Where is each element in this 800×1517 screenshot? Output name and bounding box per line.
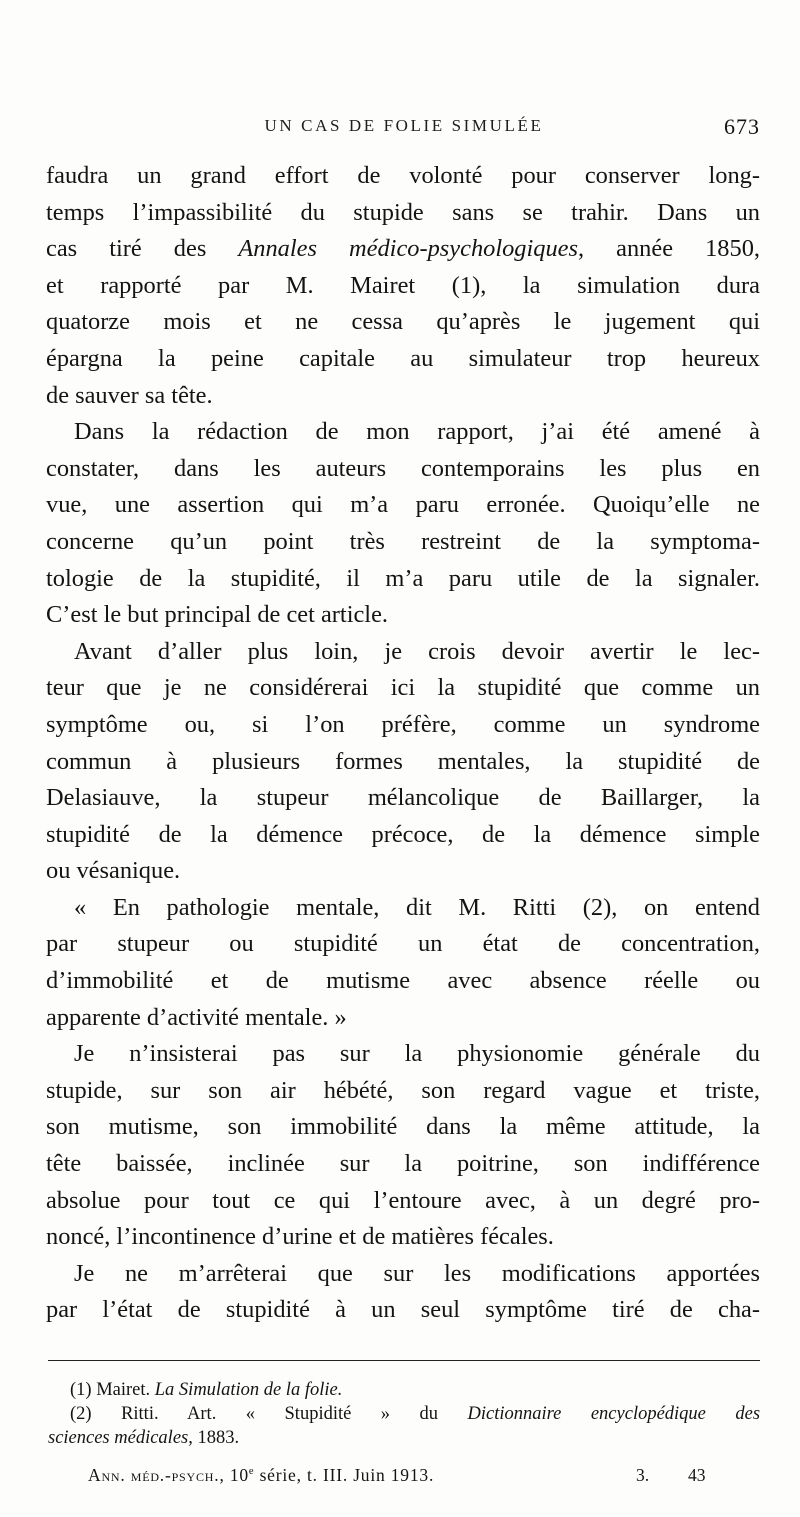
footnote-1: [48, 1378, 760, 1402]
footnote-1-marker: (1): [70, 1380, 92, 1400]
text-line: ou vésanique.: [46, 857, 181, 885]
running-head: [48, 116, 760, 146]
signature-line: Ann. méd.-psych., 10e série, t. III. Juin 1913.: [88, 1465, 435, 1485]
footnote-1-author: Mairet.: [96, 1380, 151, 1400]
text-line: symptôme ou, si l’on préfère, comme un syndrome: [46, 710, 760, 738]
text-line: tête baissée, inclinée sur la poitrine, son indifférence: [46, 1150, 760, 1178]
text-line: « En pathologie mentale, dit M. Ritti (2), on entend: [74, 893, 760, 921]
journal-name: Ann. méd.-psych.: [88, 1465, 220, 1485]
page-number: 673: [724, 114, 760, 139]
series-number: 10: [229, 1465, 249, 1485]
text-line: vue, une assertion qui m’a paru erronée. Quoiqu’elle ne: [46, 491, 760, 519]
footnotes: [48, 1378, 760, 1450]
text-line: Je n’insisterai pas sur la physionomie générale du: [74, 1040, 760, 1068]
sheet-number: 3.: [636, 1465, 650, 1485]
text-line: par l’état de stupidité à un seul symptôme tiré de cha-: [46, 1296, 760, 1324]
footnote-rule: [48, 1360, 760, 1361]
footnote-2-title-part1: Dictionnaire encyclopédique des: [467, 1404, 761, 1424]
text-line-segment: cas tiré des: [46, 235, 239, 263]
footnote-2-marker: (2): [70, 1404, 92, 1424]
text-line: par stupeur ou stupidité un état de concentration,: [46, 930, 760, 958]
text-line: épargna la peine capitale au simulateur trop heureux: [46, 344, 760, 372]
text-line: quatorze mois et ne cessa qu’après le jugement qui: [46, 308, 760, 336]
text-line: de sauver sa tête.: [46, 381, 213, 409]
footnote-2-year: , 1883.: [188, 1428, 240, 1448]
footnote-1-title: La Simulation de la folie.: [154, 1380, 343, 1400]
text-line: Avant d’aller plus loin, je crois devoir avertir le lec-: [74, 637, 760, 665]
text-line-segment: , année 1850,: [577, 235, 760, 263]
text-line: apparente d’activité mentale. »: [46, 1003, 347, 1031]
text-line: concerne qu’un point très restreint de la symptoma-: [46, 527, 760, 555]
series-superscript: e: [248, 1466, 255, 1478]
text-line: Je ne m’arrêterai que sur les modifications apportées: [74, 1259, 760, 1287]
text-line: d’immobilité et de mutisme avec absence réelle ou: [46, 967, 760, 995]
text-line: teur que je ne considérerai ici la stupidité que comme un: [46, 674, 760, 702]
text-line: temps l’impassibilité du stupide sans se trahir. Dans un: [46, 198, 760, 226]
text-line: Delasiauve, la stupeur mélancolique de Baillarger, la: [46, 784, 760, 812]
text-line: commun à plusieurs formes mentales, la stupidité de: [46, 747, 760, 775]
text-line: et rapporté par M. Mairet (1), la simulation dura: [46, 271, 760, 299]
text-line: Dans la rédaction de mon rapport, j’ai été amené à: [74, 418, 760, 446]
text-line: absolue pour tout ce qui l’entoure avec, à un degré pro-: [46, 1186, 760, 1214]
text-line: constater, dans les auteurs contemporains les plus en: [46, 454, 760, 482]
footnote-2-line-2: [48, 1426, 760, 1450]
text-line: tologie de la stupidité, il m’a paru utile de la signaler.: [46, 564, 760, 592]
italic-title: Annales médico-psychologiques: [238, 235, 578, 263]
footnote-2-title-part2: sciences médicales: [48, 1428, 189, 1448]
series-details: série, t. III. Juin 1913.: [254, 1465, 435, 1485]
running-title: UN CAS DE FOLIE SIMULÉE: [264, 116, 544, 135]
sheet-signature: [636, 1465, 756, 1486]
sheet-page: 43: [688, 1465, 706, 1485]
text-line: stupide, sur son air hébété, son regard vague et triste,: [46, 1076, 760, 1104]
body-text: [46, 158, 760, 1329]
text-line: noncé, l’incontinence d’urine et de matières fécales.: [46, 1223, 554, 1251]
footnote-2-line-1: [48, 1402, 760, 1426]
text-line: C’est le but principal de cet article.: [46, 601, 389, 629]
footnote-2-author: Ritti. Art. « Stupidité » du: [121, 1404, 439, 1424]
text-line: [46, 231, 760, 268]
text-line: faudra un grand effort de volonté pour conserver long-: [46, 162, 760, 189]
text-line: son mutisme, son immobilité dans la même attitude, la: [46, 1113, 760, 1141]
text-line: stupidité de la démence précoce, de la démence simple: [46, 820, 760, 848]
